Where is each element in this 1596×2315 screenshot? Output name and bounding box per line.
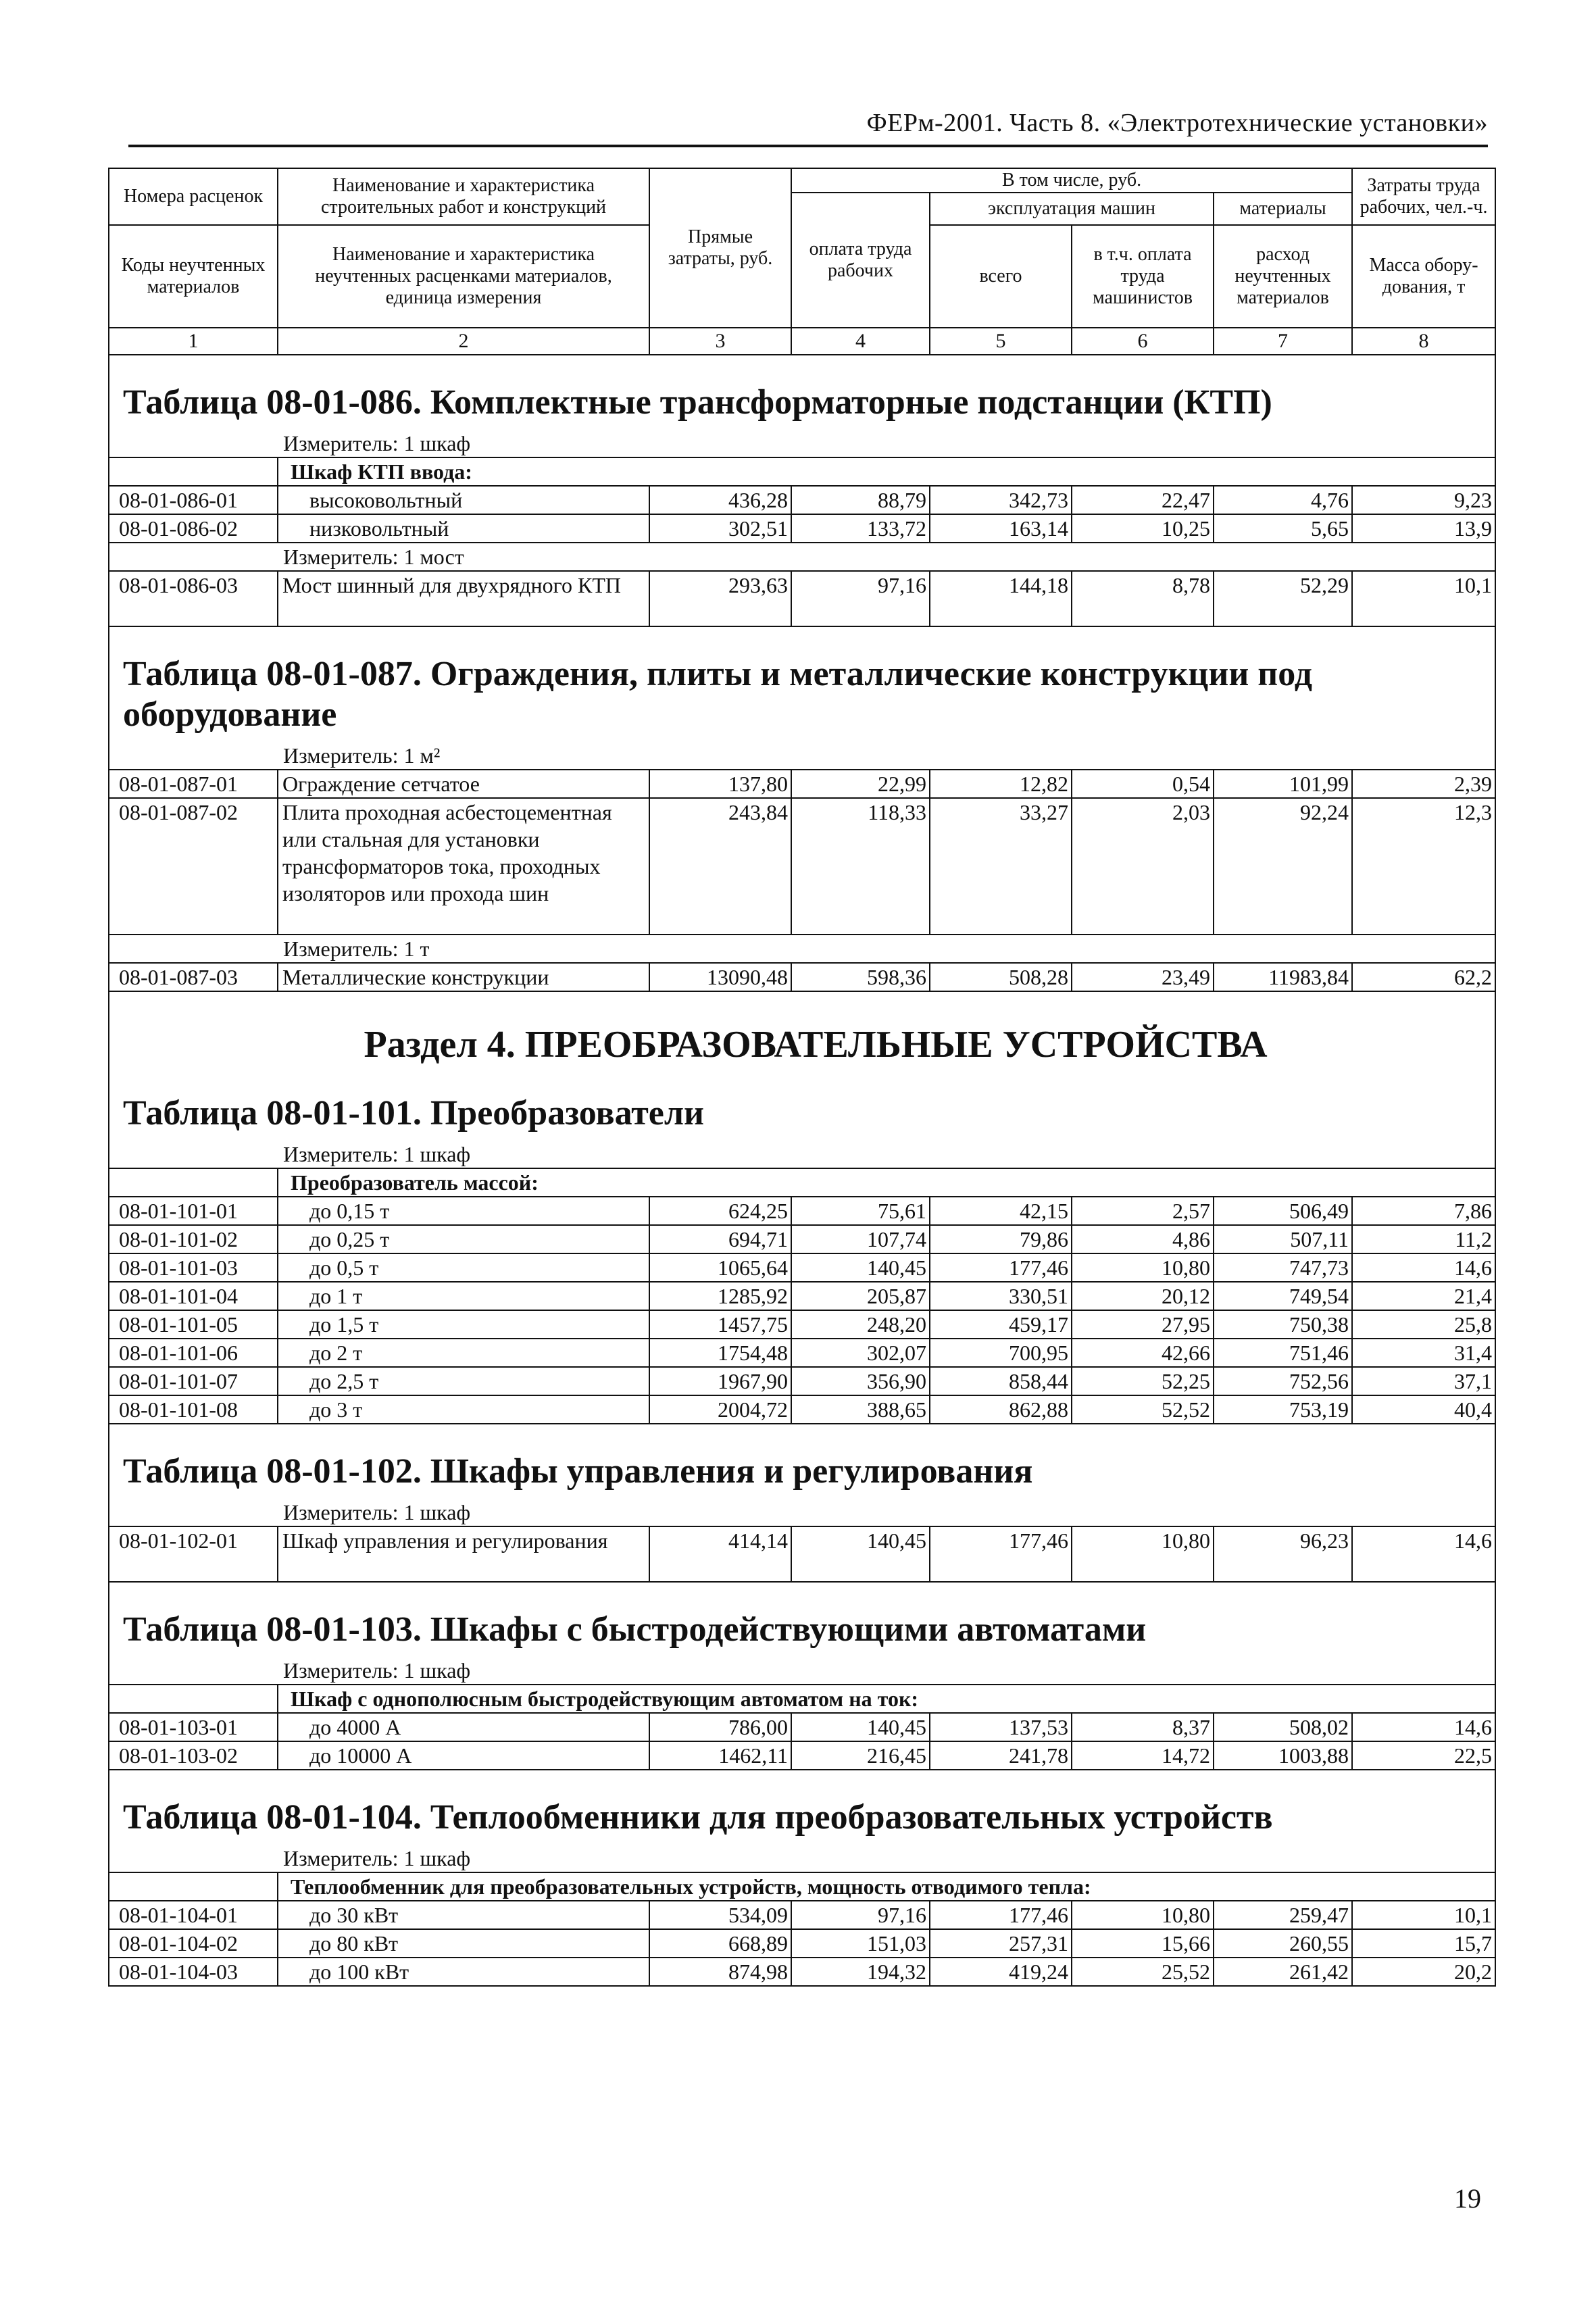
rate-code: 08-01-101-07	[109, 1367, 278, 1395]
group-title: Шкаф КТП ввода:	[278, 457, 1495, 486]
cell-materials: 259,47	[1214, 1901, 1352, 1929]
cell-labor-hours: 10,1	[1352, 571, 1495, 626]
cell-machines-total: 700,95	[930, 1339, 1072, 1367]
rate-name: Шкаф управления и регулирования	[278, 1526, 649, 1582]
cell-labor-hours: 13,9	[1352, 514, 1495, 543]
cell-machinists-pay: 52,25	[1072, 1367, 1214, 1395]
cell-machines-total: 33,27	[930, 798, 1072, 935]
rate-name: до 0,5 т	[278, 1253, 649, 1282]
cell-machines-total: 459,17	[930, 1310, 1072, 1339]
rate-code: 08-01-102-01	[109, 1526, 278, 1582]
cell-direct-cost: 1967,90	[649, 1367, 791, 1395]
cell-direct-cost: 874,98	[649, 1958, 791, 1986]
cell-materials: 751,46	[1214, 1339, 1352, 1367]
cell-labor-hours: 14,6	[1352, 1526, 1495, 1582]
cell-labor-pay: 194,32	[791, 1958, 930, 1986]
col-number: 8	[1352, 328, 1495, 355]
cell-machines-total: 12,82	[930, 770, 1072, 798]
table-title: Таблица 08-01-101. Преобразователи	[109, 1073, 1495, 1141]
rate-code: 08-01-101-06	[109, 1339, 278, 1367]
rate-name: до 2 т	[278, 1339, 649, 1367]
cell-labor-pay: 356,90	[791, 1367, 930, 1395]
cell-labor-hours: 21,4	[1352, 1282, 1495, 1310]
cell-machinists-pay: 8,37	[1072, 1713, 1214, 1741]
cell-labor-hours: 40,4	[1352, 1395, 1495, 1424]
rate-code: 08-01-101-04	[109, 1282, 278, 1310]
cell-labor-hours: 9,23	[1352, 486, 1495, 514]
col5-header: всего	[930, 225, 1072, 328]
cell-materials: 92,24	[1214, 798, 1352, 935]
rate-code: 08-01-103-02	[109, 1741, 278, 1770]
rate-name: до 1,5 т	[278, 1310, 649, 1339]
cell-labor-hours: 12,3	[1352, 798, 1495, 935]
col-number: 2	[278, 328, 649, 355]
rate-name: до 80 кВт	[278, 1929, 649, 1958]
rate-code: 08-01-104-01	[109, 1901, 278, 1929]
rate-name: Плита проходная асбестоцементная или стальная для установки трансформаторов тока, проходных изоляторов или прохода шин	[278, 798, 649, 935]
cell-materials: 753,19	[1214, 1395, 1352, 1424]
col-number: 5	[930, 328, 1072, 355]
measurer: Измеритель: 1 шкаф	[278, 1657, 1352, 1685]
cell-labor-hours: 25,8	[1352, 1310, 1495, 1339]
cell-direct-cost: 243,84	[649, 798, 791, 935]
page-number: 19	[1454, 2183, 1481, 2214]
cell-machinists-pay: 8,78	[1072, 571, 1214, 626]
cell-machinists-pay: 23,49	[1072, 963, 1214, 991]
cell-direct-cost: 668,89	[649, 1929, 791, 1958]
cell-machines-total: 419,24	[930, 1958, 1072, 1986]
cell-labor-hours: 15,7	[1352, 1929, 1495, 1958]
cell-labor-pay: 140,45	[791, 1526, 930, 1582]
table-row	[109, 1310, 1495, 1339]
table-row	[109, 1253, 1495, 1282]
cell-direct-cost: 786,00	[649, 1713, 791, 1741]
cell-labor-pay: 140,45	[791, 1253, 930, 1282]
col-number: 7	[1214, 328, 1352, 355]
rate-name: до 0,25 т	[278, 1225, 649, 1253]
rate-code: 08-01-101-02	[109, 1225, 278, 1253]
rate-code: 08-01-087-03	[109, 963, 278, 991]
rate-name: Ограждение сетчатое	[278, 770, 649, 798]
rate-code: 08-01-101-03	[109, 1253, 278, 1282]
cell-materials: 747,73	[1214, 1253, 1352, 1282]
cell-machines-total: 862,88	[930, 1395, 1072, 1424]
measurer: Измеритель: 1 шкаф	[278, 1141, 1352, 1168]
materials-header: материалы	[1214, 193, 1352, 225]
cell-materials: 752,56	[1214, 1367, 1352, 1395]
cell-labor-hours: 7,86	[1352, 1197, 1495, 1225]
cell-labor-pay: 75,61	[791, 1197, 930, 1225]
measurer: Измеритель: 1 т	[278, 935, 1352, 963]
cell-machines-total: 79,86	[930, 1225, 1072, 1253]
cell-direct-cost: 414,14	[649, 1526, 791, 1582]
cell-direct-cost: 1457,75	[649, 1310, 791, 1339]
cell-labor-pay: 388,65	[791, 1395, 930, 1424]
cell-labor-pay: 118,33	[791, 798, 930, 935]
cell-labor-pay: 140,45	[791, 1713, 930, 1741]
cell-machines-total: 137,53	[930, 1713, 1072, 1741]
cell-materials: 749,54	[1214, 1282, 1352, 1310]
cell-machines-total: 508,28	[930, 963, 1072, 991]
cell-materials: 5,65	[1214, 514, 1352, 543]
cell-machines-total: 163,14	[930, 514, 1072, 543]
cell-machines-total: 177,46	[930, 1901, 1072, 1929]
incl-header: В том числе, руб.	[791, 168, 1352, 193]
rate-name: Мост шинный для двухрядного КТП	[278, 571, 649, 626]
cell-machinists-pay: 42,66	[1072, 1339, 1214, 1367]
table-row	[109, 514, 1495, 543]
rate-name: до 0,15 т	[278, 1197, 649, 1225]
table-row	[109, 1526, 1495, 1582]
cell-machines-total: 241,78	[930, 1741, 1072, 1770]
cell-direct-cost: 1065,64	[649, 1253, 791, 1282]
table-row	[109, 798, 1495, 935]
table-title: Таблица 08-01-087. Ограждения, плиты и металлические конструкции под оборудование	[109, 626, 1495, 742]
rate-code: 08-01-086-03	[109, 571, 278, 626]
table-row	[109, 770, 1495, 798]
cell-machinists-pay: 10,25	[1072, 514, 1214, 543]
cell-direct-cost: 436,28	[649, 486, 791, 514]
cell-labor-hours: 14,6	[1352, 1713, 1495, 1741]
cell-machinists-pay: 52,52	[1072, 1395, 1214, 1424]
rate-code: 08-01-104-02	[109, 1929, 278, 1958]
cell-labor-pay: 97,16	[791, 571, 930, 626]
cell-materials: 1003,88	[1214, 1741, 1352, 1770]
cell-labor-hours: 10,1	[1352, 1901, 1495, 1929]
table-row	[109, 1282, 1495, 1310]
cell-direct-cost: 694,71	[649, 1225, 791, 1253]
cell-machinists-pay: 10,80	[1072, 1526, 1214, 1582]
cell-labor-pay: 216,45	[791, 1741, 930, 1770]
table-row	[109, 486, 1495, 514]
group-title: Теплообменник для преобразовательных устройств, мощность отводимого тепла:	[278, 1872, 1495, 1901]
rate-code: 08-01-086-02	[109, 514, 278, 543]
cell-labor-pay: 107,74	[791, 1225, 930, 1253]
col2-header-top: Наименование и характеристика строительных работ и конструкций	[278, 168, 649, 225]
table-row	[109, 1367, 1495, 1395]
cell-labor-pay: 205,87	[791, 1282, 930, 1310]
section-title: Раздел 4. ПРЕОБРАЗОВАТЕЛЬНЫЕ УСТРОЙСТВА	[109, 991, 1495, 1073]
cell-materials: 508,02	[1214, 1713, 1352, 1741]
rate-code: 08-01-103-01	[109, 1713, 278, 1741]
measurer: Измеритель: 1 мост	[278, 543, 1352, 571]
cell-materials: 750,38	[1214, 1310, 1352, 1339]
col8-header-bottom: Масса обору-дования, т	[1352, 225, 1495, 328]
table-row	[109, 1929, 1495, 1958]
rate-name: до 10000 А	[278, 1741, 649, 1770]
cell-labor-pay: 133,72	[791, 514, 930, 543]
col3-header: Прямые затраты, руб.	[649, 168, 791, 328]
rate-name: до 1 т	[278, 1282, 649, 1310]
cell-machines-total: 257,31	[930, 1929, 1072, 1958]
cell-machines-total: 177,46	[930, 1253, 1072, 1282]
machines-header: эксплуатация машин	[930, 193, 1214, 225]
cell-direct-cost: 534,09	[649, 1901, 791, 1929]
cell-materials: 261,42	[1214, 1958, 1352, 1986]
table-row	[109, 1958, 1495, 1986]
cell-machinists-pay: 2,03	[1072, 798, 1214, 935]
table-title: Таблица 08-01-103. Шкафы с быстродействующими автоматами	[109, 1582, 1495, 1657]
cell-direct-cost: 624,25	[649, 1197, 791, 1225]
cell-machinists-pay: 10,80	[1072, 1901, 1214, 1929]
cell-machinists-pay: 4,86	[1072, 1225, 1214, 1253]
cell-machines-total: 342,73	[930, 486, 1072, 514]
rate-code: 08-01-087-02	[109, 798, 278, 935]
cell-labor-hours: 22,5	[1352, 1741, 1495, 1770]
cell-labor-hours: 14,6	[1352, 1253, 1495, 1282]
cell-labor-pay: 598,36	[791, 963, 930, 991]
col-number: 6	[1072, 328, 1214, 355]
col2-header-bottom: Наименование и характеристика неучтенных расценками материалов, единица измерения	[278, 225, 649, 328]
measurer: Измеритель: 1 шкаф	[278, 1845, 1352, 1872]
cell-machinists-pay: 27,95	[1072, 1310, 1214, 1339]
cell-labor-pay: 97,16	[791, 1901, 930, 1929]
rates-table	[108, 168, 1496, 1987]
cell-materials: 96,23	[1214, 1526, 1352, 1582]
rate-name: до 4000 А	[278, 1713, 649, 1741]
cell-machines-total: 42,15	[930, 1197, 1072, 1225]
cell-labor-hours: 20,2	[1352, 1958, 1495, 1986]
rate-code: 08-01-087-01	[109, 770, 278, 798]
col-number: 1	[109, 328, 278, 355]
col-number: 4	[791, 328, 930, 355]
cell-materials: 11983,84	[1214, 963, 1352, 991]
cell-labor-pay: 302,07	[791, 1339, 930, 1367]
cell-materials: 260,55	[1214, 1929, 1352, 1958]
cell-labor-hours: 11,2	[1352, 1225, 1495, 1253]
rate-name: до 30 кВт	[278, 1901, 649, 1929]
cell-labor-pay: 88,79	[791, 486, 930, 514]
measurer: Измеритель: 1 шкаф	[278, 1499, 1352, 1526]
table-row	[109, 1713, 1495, 1741]
rate-name: до 100 кВт	[278, 1958, 649, 1986]
cell-materials: 101,99	[1214, 770, 1352, 798]
col6-header: в т.ч. оплата труда машинистов	[1072, 225, 1214, 328]
cell-direct-cost: 293,63	[649, 571, 791, 626]
rate-name: низковольтный	[278, 514, 649, 543]
cell-machinists-pay: 15,66	[1072, 1929, 1214, 1958]
col8-header-top: Затраты труда рабочих, чел.-ч.	[1352, 168, 1495, 225]
cell-machines-total: 144,18	[930, 571, 1072, 626]
rate-name: высоковольтный	[278, 486, 649, 514]
cell-direct-cost: 1285,92	[649, 1282, 791, 1310]
table-title: Таблица 08-01-104. Теплообменники для преобразовательных устройств	[109, 1770, 1495, 1845]
cell-materials: 506,49	[1214, 1197, 1352, 1225]
cell-direct-cost: 1462,11	[649, 1741, 791, 1770]
rate-name: Металлические конструкции	[278, 963, 649, 991]
cell-labor-hours: 2,39	[1352, 770, 1495, 798]
table-row	[109, 1339, 1495, 1367]
cell-materials: 4,76	[1214, 486, 1352, 514]
cell-direct-cost: 302,51	[649, 514, 791, 543]
rate-code: 08-01-101-05	[109, 1310, 278, 1339]
cell-machinists-pay: 25,52	[1072, 1958, 1214, 1986]
cell-labor-hours: 31,4	[1352, 1339, 1495, 1367]
rate-code: 08-01-101-08	[109, 1395, 278, 1424]
cell-machinists-pay: 14,72	[1072, 1741, 1214, 1770]
table-row	[109, 1197, 1495, 1225]
cell-materials: 507,11	[1214, 1225, 1352, 1253]
cell-machines-total: 858,44	[930, 1367, 1072, 1395]
table-row	[109, 1901, 1495, 1929]
rate-code: 08-01-101-01	[109, 1197, 278, 1225]
col4-header: оплата труда рабочих	[791, 193, 930, 328]
table-title: Таблица 08-01-102. Шкафы управления и регулирования	[109, 1424, 1495, 1499]
cell-machinists-pay: 10,80	[1072, 1253, 1214, 1282]
table-row	[109, 571, 1495, 626]
cell-machinists-pay: 2,57	[1072, 1197, 1214, 1225]
cell-machinists-pay: 22,47	[1072, 486, 1214, 514]
col7-header: расход неучтенных материалов	[1214, 225, 1352, 328]
cell-direct-cost: 1754,48	[649, 1339, 791, 1367]
cell-labor-pay: 22,99	[791, 770, 930, 798]
rate-code: 08-01-086-01	[109, 486, 278, 514]
cell-direct-cost: 13090,48	[649, 963, 791, 991]
measurer: Измеритель: 1 шкаф	[278, 430, 1352, 457]
cell-machinists-pay: 0,54	[1072, 770, 1214, 798]
measurer: Измеритель: 1 м²	[278, 742, 1352, 770]
cell-direct-cost: 137,80	[649, 770, 791, 798]
col-number: 3	[649, 328, 791, 355]
group-title: Преобразователь массой:	[278, 1168, 1495, 1197]
table-title: Таблица 08-01-086. Комплектные трансформаторные подстанции (КТП)	[109, 355, 1495, 430]
rate-name: до 3 т	[278, 1395, 649, 1424]
cell-labor-pay: 248,20	[791, 1310, 930, 1339]
table-row	[109, 963, 1495, 991]
col1-header-top: Номера расценок	[109, 168, 278, 225]
cell-machinists-pay: 20,12	[1072, 1282, 1214, 1310]
table-row	[109, 1395, 1495, 1424]
table-row	[109, 1741, 1495, 1770]
cell-machines-total: 330,51	[930, 1282, 1072, 1310]
cell-materials: 52,29	[1214, 571, 1352, 626]
cell-labor-hours: 62,2	[1352, 963, 1495, 991]
rate-name: до 2,5 т	[278, 1367, 649, 1395]
cell-labor-hours: 37,1	[1352, 1367, 1495, 1395]
cell-labor-pay: 151,03	[791, 1929, 930, 1958]
cell-machines-total: 177,46	[930, 1526, 1072, 1582]
cell-direct-cost: 2004,72	[649, 1395, 791, 1424]
rate-code: 08-01-104-03	[109, 1958, 278, 1986]
group-title: Шкаф с однополюсным быстродействующим автоматом на ток:	[278, 1685, 1495, 1713]
col1-header-bottom: Коды неучтенных материалов	[109, 225, 278, 328]
running-header: ФЕРм-2001. Часть 8. «Электротехнические установки»	[128, 108, 1488, 147]
table-row	[109, 1225, 1495, 1253]
